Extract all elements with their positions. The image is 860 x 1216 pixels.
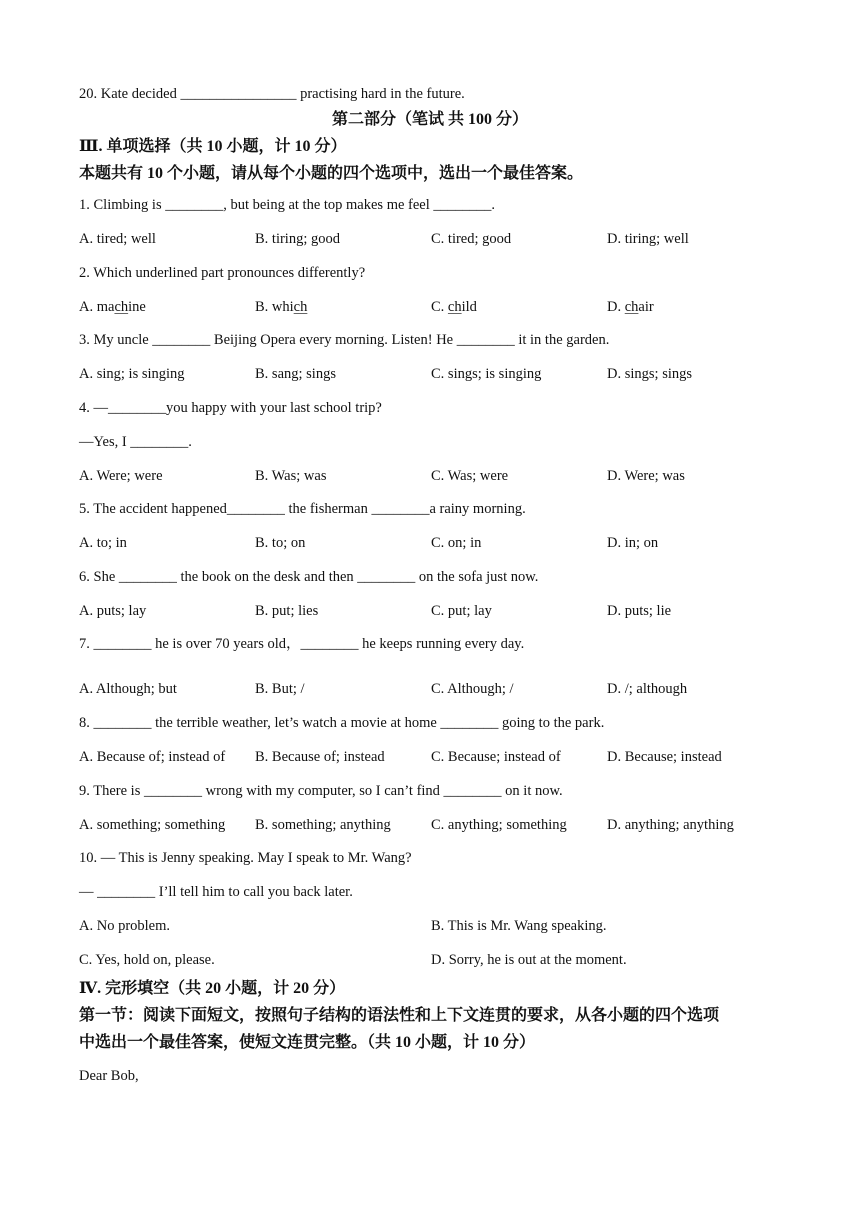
question-5-options (79, 534, 799, 552)
option-d[interactable]: D. tiring; well (607, 231, 689, 247)
underlined-part: ch (624, 299, 639, 315)
question-10-stem: 10. — This is Jenny speaking. May I speak to Mr. Wang? (79, 850, 412, 866)
question-10-options-row-1 (79, 917, 799, 935)
option-d[interactable] (607, 298, 654, 316)
question-6-stem: 6. She ________ the book on the desk and then ________ on the sofa just now. (79, 569, 539, 585)
question-9-stem: 9. There is ________ wrong with my computer, so I can’t find ________ on it now. (79, 783, 563, 799)
option-d[interactable]: D. anything; anything (607, 817, 734, 833)
option-b[interactable]: B. But; / (255, 681, 305, 697)
option-text: air (638, 299, 654, 315)
option-text: A. ma (79, 299, 115, 315)
section-4-instruction-line-2: 中选出一个最佳答案，使短文连贯完整。（共 10 小题，计 10 分） (79, 1034, 536, 1051)
underlined-part: ch (447, 299, 462, 315)
underlined-part: ch (293, 299, 308, 315)
option-c[interactable]: C. put; lay (431, 603, 492, 619)
option-text: ild (461, 299, 477, 315)
section-3-instruction: 本题共有 10 个小题，请从每个小题的四个选项中，选出一个最佳答案。 (79, 165, 584, 182)
option-text: C. (431, 299, 448, 315)
option-b[interactable]: B. sang; sings (255, 366, 336, 382)
question-9-options (79, 816, 799, 834)
question-5-stem: 5. The accident happened________ the fisherman ________a rainy morning. (79, 501, 526, 517)
option-text: D. (607, 299, 625, 315)
option-d[interactable]: D. Were; was (607, 468, 685, 484)
underlined-part: ch (114, 299, 129, 315)
question-7-options (79, 680, 799, 698)
option-a[interactable]: A. sing; is singing (79, 366, 185, 382)
question-8-options (79, 748, 799, 766)
option-a[interactable]: A. to; in (79, 535, 127, 551)
option-c[interactable]: C. tired; good (431, 231, 512, 247)
question-3-stem: 3. My uncle ________ Beijing Opera every morning. Listen! He ________ it in the garden. (79, 332, 610, 348)
option-a[interactable]: A. Although; but (79, 681, 177, 697)
question-7-stem: 7. ________ he is over 70 years old，________ he keeps running every day. (79, 636, 525, 652)
option-c[interactable]: C. on; in (431, 535, 482, 551)
option-b[interactable] (255, 298, 307, 316)
question-10-options-row-2 (79, 951, 799, 969)
option-c[interactable] (431, 298, 477, 316)
option-text: B. whi (255, 299, 294, 315)
option-d[interactable]: D. /; although (607, 681, 688, 697)
option-c[interactable]: C. Because; instead of (431, 749, 561, 765)
option-a[interactable]: A. something; something (79, 817, 226, 833)
option-a[interactable] (79, 298, 146, 316)
option-c[interactable]: C. anything; something (431, 817, 567, 833)
question-1-options (79, 230, 799, 248)
question-6-options (79, 602, 799, 620)
question-3-options (79, 365, 799, 383)
question-10-response: — ________ I’ll tell him to call you back later. (79, 884, 353, 900)
option-b[interactable]: B. tiring; good (255, 231, 340, 247)
section-4-instruction-line-1: 第一节：阅读下面短文，按照句子结构的语法性和上下文连贯的要求，从各小题的四个选项 (79, 1007, 720, 1024)
option-a[interactable]: A. No problem. (79, 918, 171, 934)
section-4-title: Ⅳ. 完形填空（共 20 小题，计 20 分） (79, 980, 346, 997)
option-d[interactable]: D. puts; lie (607, 603, 672, 619)
letter-greeting: Dear Bob, (79, 1068, 139, 1084)
section-3-title: Ⅲ. 单项选择（共 10 小题，计 10 分） (79, 138, 347, 155)
option-c[interactable]: C. sings; is singing (431, 366, 542, 382)
question-4-options (79, 467, 799, 485)
option-a[interactable]: A. Were; were (79, 468, 163, 484)
option-a[interactable]: A. puts; lay (79, 603, 147, 619)
question-8-stem: 8. ________ the terrible weather, let’s watch a movie at home ________ going to the park. (79, 715, 605, 731)
option-c[interactable]: C. Yes, hold on, please. (79, 952, 215, 968)
option-d[interactable]: D. in; on (607, 535, 659, 551)
option-b[interactable]: B. Was; was (255, 468, 327, 484)
option-a[interactable]: A. Because of; instead of (79, 749, 226, 765)
option-b[interactable]: B. something; anything (255, 817, 391, 833)
question-1-stem: 1. Climbing is ________, but being at the top makes me feel ________. (79, 197, 496, 213)
option-a[interactable]: A. tired; well (79, 231, 156, 247)
question-4-response: —Yes, I ________. (79, 434, 192, 450)
option-b[interactable]: B. This is Mr. Wang speaking. (431, 918, 607, 934)
option-b[interactable]: B. to; on (255, 535, 306, 551)
part-title: 第二部分（笔试 共 100 分） (331, 111, 528, 128)
question-20: 20. Kate decided ________________ practising hard in the future. (79, 86, 465, 102)
option-d[interactable]: D. sings; sings (607, 366, 693, 382)
option-b[interactable]: B. put; lies (255, 603, 319, 619)
option-d[interactable]: D. Because; instead (607, 749, 722, 765)
option-c[interactable]: C. Although; / (431, 681, 514, 697)
question-4-stem: 4. —________you happy with your last school trip? (79, 400, 382, 416)
option-text: ine (128, 299, 146, 315)
option-c[interactable]: C. Was; were (431, 468, 509, 484)
option-b[interactable]: B. Because of; instead (255, 749, 385, 765)
question-2-options (79, 298, 799, 316)
option-d[interactable]: D. Sorry, he is out at the moment. (431, 952, 627, 968)
question-2-stem: 2. Which underlined part pronounces differently? (79, 265, 366, 281)
